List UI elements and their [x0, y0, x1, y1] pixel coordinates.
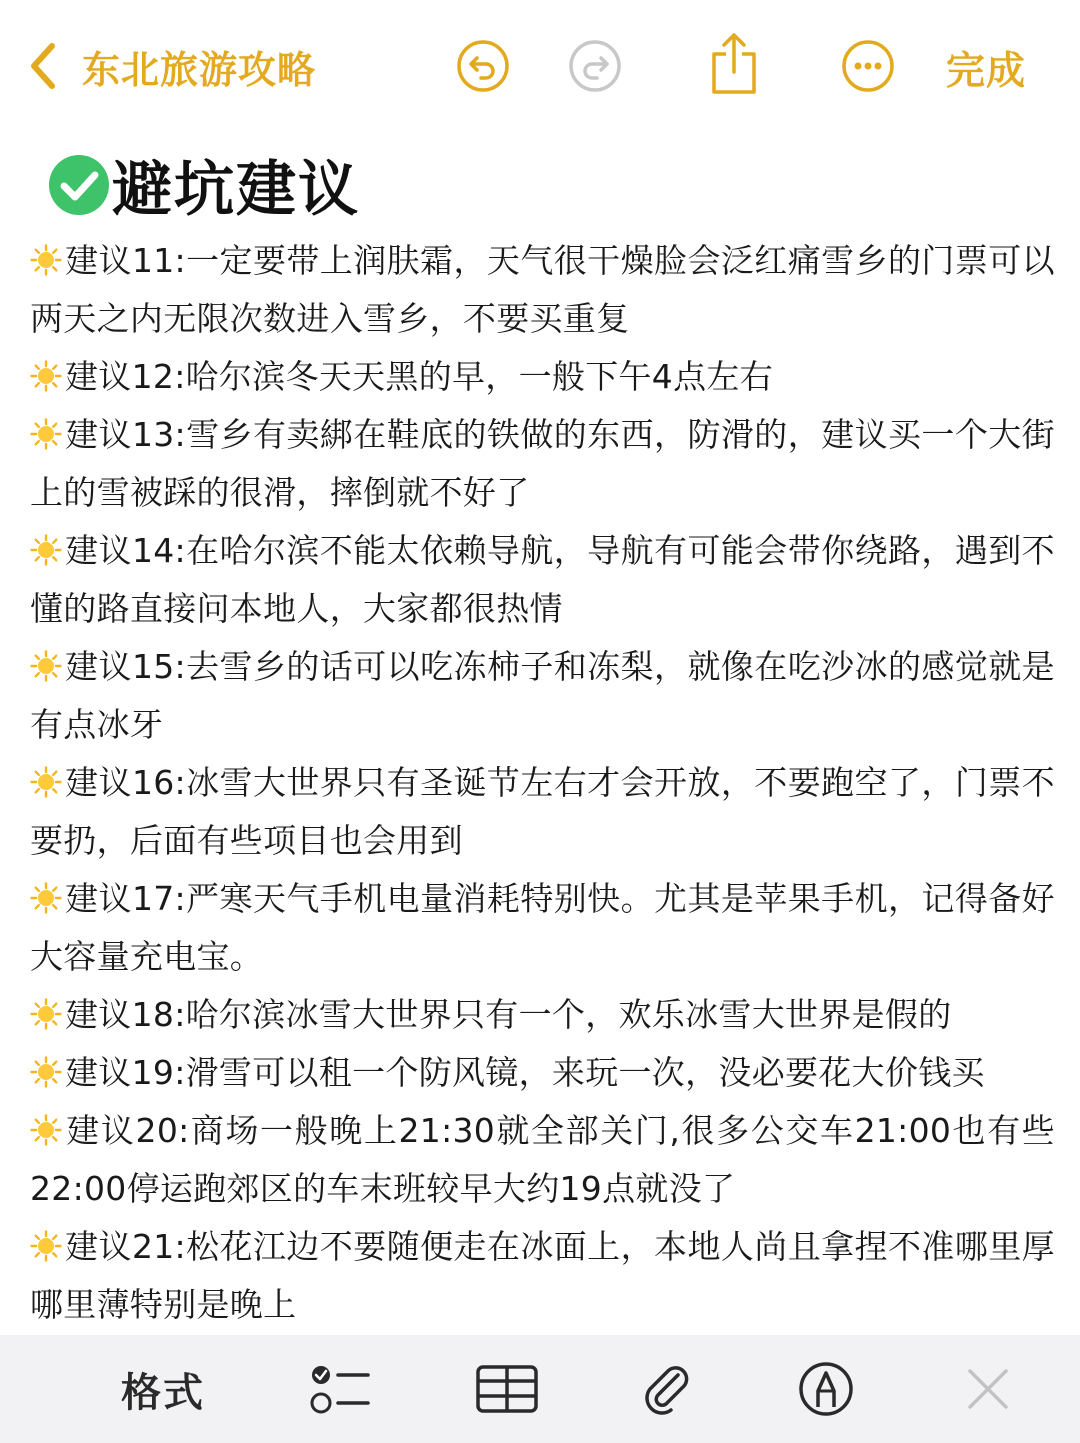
sun-icon — [30, 998, 62, 1030]
close-icon — [960, 1361, 1016, 1417]
more-button[interactable] — [840, 38, 896, 94]
sun-icon — [30, 244, 62, 276]
redo-button[interactable] — [567, 38, 623, 94]
tip-item — [30, 870, 1055, 986]
markup-button[interactable] — [798, 1361, 854, 1417]
format-button[interactable] — [118, 1361, 208, 1417]
bottom-toolbar — [0, 1335, 1080, 1443]
tip-item — [30, 1218, 1055, 1334]
note-heading — [48, 140, 1055, 230]
undo-button[interactable] — [455, 38, 511, 94]
tip-item — [30, 638, 1055, 754]
tip-item — [30, 1044, 1055, 1102]
tip-text: 建议12:哈尔滨冬天天黑的早，一般下午4点左右 — [65, 357, 774, 396]
sun-icon — [30, 534, 62, 566]
done-button[interactable]: 完成 — [946, 49, 1027, 94]
share-icon — [706, 32, 762, 96]
more-icon — [840, 38, 896, 94]
chevron-left-icon — [26, 40, 60, 92]
navigation-bar — [0, 0, 1080, 130]
sun-icon — [30, 1114, 62, 1146]
tip-item — [30, 522, 1055, 638]
tips-list — [30, 232, 1055, 1334]
table-icon — [475, 1361, 539, 1417]
sun-icon — [30, 650, 62, 682]
tip-text: 建议18:哈尔滨冰雪大世界只有一个，欢乐冰雪大世界是假的 — [65, 995, 952, 1034]
back-label: 东北旅游攻略 — [82, 47, 317, 92]
close-keyboard-button[interactable] — [960, 1361, 1016, 1417]
sun-icon — [30, 1056, 62, 1088]
sun-icon — [30, 360, 62, 392]
note-body[interactable] — [30, 140, 1055, 1334]
attachment-button[interactable] — [640, 1361, 696, 1417]
checklist-button[interactable] — [310, 1361, 370, 1417]
sun-icon — [30, 882, 62, 914]
redo-icon — [567, 38, 623, 94]
tip-text: 建议16:冰雪大世界只有圣诞节左右才会开放，不要跑空了，门票不要扔，后面有些项目也会用到 — [30, 763, 1055, 860]
check-circle-icon — [48, 154, 110, 216]
checklist-icon — [310, 1361, 370, 1417]
tip-text: 建议17:严寒天气手机电量消耗特别快。尤其是苹果手机，记得备好大容量充电宝。 — [30, 879, 1055, 976]
tip-text: 建议20:商场一般晚上21:30就全部关门,很多公交车21:00也有些22:00停运跑郊区的车末班较早大约19点就没了 — [30, 1111, 1055, 1208]
share-button[interactable] — [706, 32, 762, 96]
heading-title: 避坑建议 — [112, 155, 360, 225]
table-button[interactable] — [475, 1361, 539, 1417]
tip-text: 建议13:雪乡有卖綁在鞋底的铁做的东西，防滑的，建议买一个大街上的雪被踩的很滑，摔倒就不好了 — [30, 415, 1055, 512]
tip-item — [30, 1102, 1055, 1218]
sun-icon — [30, 1230, 62, 1262]
sun-icon — [30, 418, 62, 450]
tip-item — [30, 754, 1055, 870]
tip-text: 建议19:滑雪可以租一个防风镜，来玩一次，没必要花大价钱买 — [65, 1053, 985, 1092]
tip-item — [30, 986, 1055, 1044]
tip-item — [30, 406, 1055, 522]
attachment-icon — [640, 1361, 696, 1417]
back-button[interactable] — [26, 38, 316, 94]
markup-icon — [798, 1361, 854, 1417]
format-label: 格式 — [121, 1369, 205, 1416]
tip-text: 建议14:在哈尔滨不能太依赖导航，导航有可能会带你绕路，遇到不懂的路直接问本地人，大家都很热情 — [30, 531, 1055, 628]
tip-text: 建议21:松花江边不要随便走在冰面上，本地人尚且拿捏不准哪里厚哪里薄特别是晚上 — [30, 1227, 1055, 1324]
tip-item — [30, 348, 1055, 406]
tip-item — [30, 232, 1055, 348]
sun-icon — [30, 766, 62, 798]
tip-text: 建议11:一定要带上润肤霜，天气很干燥脸会泛红痛雪乡的门票可以两天之内无限次数进入雪乡，不要买重复 — [30, 241, 1055, 338]
tip-text: 建议15:去雪乡的话可以吃冻柿子和冻梨，就像在吃沙冰的感觉就是有点冰牙 — [30, 647, 1055, 744]
undo-icon — [455, 38, 511, 94]
